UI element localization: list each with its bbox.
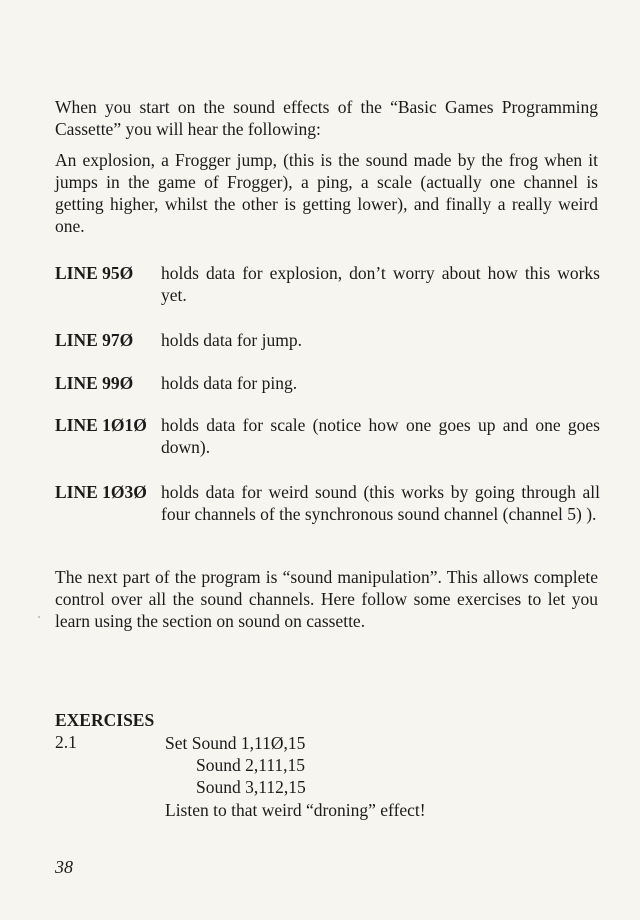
exercise-set-sound-1: Set Sound 1,11Ø,15: [165, 733, 306, 753]
line-description: holds data for ping.: [161, 373, 298, 393]
line-description: holds data for explosion, don’t worry about how this works yet.: [161, 263, 600, 305]
exercise-listen: Listen to that weird “droning” effect!: [165, 800, 426, 820]
sound-list-paragraph: An explosion, a Frogger jump, (this is the sound made by the frog when it jumps in the game of Frogger), a ping, a scale (actually one channel is getting higher, whilst the other is getting lower), and finally a really weird one.: [55, 150, 598, 236]
line-description: holds data for weird sound (this works by going through all four channels of the synchronous sound channel (channel 5) ).: [161, 482, 600, 524]
line-label: LINE 99Ø: [55, 373, 134, 393]
intro-paragraph: When you start on the sound effects of the “Basic Games Programming Cassette” you will hear the following:: [55, 97, 598, 139]
line-description: holds data for scale (notice how one goes up and one goes down).: [161, 415, 600, 457]
line-label: LINE 97Ø: [55, 330, 134, 350]
line-label: LINE 95Ø: [55, 263, 134, 283]
line-label: LINE 1Ø3Ø: [55, 482, 147, 502]
exercise-sound-3: Sound 3,112,15: [196, 777, 306, 797]
exercises-heading: EXERCISES: [55, 710, 155, 730]
exercise-number: 2.1: [55, 732, 77, 752]
line-description: holds data for jump.: [161, 330, 302, 350]
page-number: 38: [55, 857, 73, 877]
line-label: LINE 1Ø1Ø: [55, 415, 147, 435]
exercise-sound-2: Sound 2,111,15: [196, 755, 306, 775]
sound-manipulation-paragraph: The next part of the program is “sound manipulation”. This allows complete control over all the sound channels. Here follow some exercises to let you learn using the section on sound on cassette.: [55, 567, 598, 631]
paper-speck: [38, 616, 40, 618]
